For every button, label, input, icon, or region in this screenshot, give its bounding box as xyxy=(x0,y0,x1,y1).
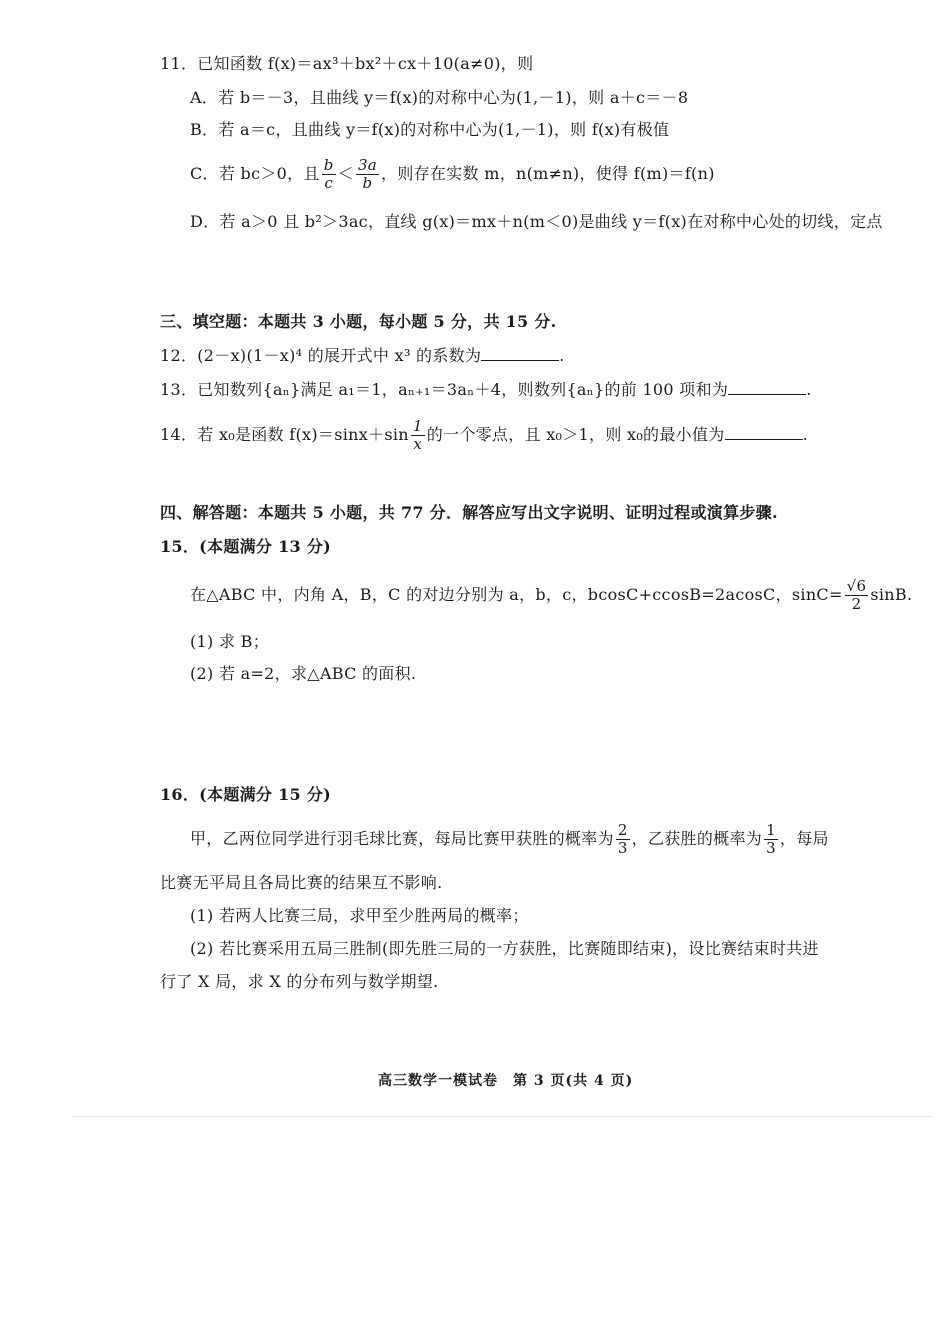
q16-part2-line2: 行了 X 局，求 X 的分布列与数学期望. xyxy=(160,972,439,991)
answer-blank xyxy=(481,346,559,361)
section4-heading: 四、解答题：本题共 5 小题，共 77 分．解答应写出文字说明、证明过程或演算步骤. xyxy=(160,503,778,522)
page-divider xyxy=(72,1116,932,1117)
q14: 14．若 x₀是函数 f(x)＝sinx＋sin $\frac{1}{x}$ 的一个零点，且 x₀＞1，则 x₀的最小值为 . xyxy=(160,417,808,453)
q11-stem: 11．已知函数 f(x)＝ax³＋bx²＋cx＋10(a≠0)，则 xyxy=(160,54,534,73)
q16-title: 16．(本题满分 15 分) xyxy=(160,785,332,804)
q15-title: 15．(本题满分 13 分) xyxy=(160,537,332,556)
q16-part2-line1: (2) 若比赛采用五局三胜制(即先胜三局的一方获胜，比赛随即结束)，设比赛结束时共进 xyxy=(190,939,819,958)
fraction-1-over-3: $\frac{1}{3}$ xyxy=(766,821,776,857)
q15-part1: (1) 求 B； xyxy=(190,632,269,651)
q11-option-b: B．若 a＝c，且曲线 y＝f(x)的对称中心为(1,－1)，则 f(x)有极值 xyxy=(190,120,670,139)
answer-blank xyxy=(725,425,803,440)
fraction-3a-over-b: $\frac{3a}{b}$ xyxy=(357,156,378,192)
q11-option-d: D．若 a＞0 且 b²＞3ac，直线 g(x)＝mx＋n(m＜0)是曲线 y＝f(x)在对称中心处的切线，定点 xyxy=(190,212,883,231)
answer-blank xyxy=(728,380,806,395)
page-footer: 高三数学一模试卷 第 3 页(共 4 页) xyxy=(378,1073,634,1089)
q15-body: 在△ABC 中，内角 A，B，C 的对边分别为 a，b，c，bcosC+ccosB=2acosC，sinC= $\frac{√6}{2}$ sinB. xyxy=(190,577,913,613)
q15-part2: (2) 若 a=2，求△ABC 的面积. xyxy=(190,664,417,683)
fraction-2-over-3: $\frac{2}{3}$ xyxy=(617,821,628,857)
q12: 12．(2－x)(1－x)⁴ 的展开式中 x³ 的系数为 . xyxy=(160,346,565,365)
q16-body-cont: 比赛无平局且各局比赛的结果互不影响. xyxy=(160,873,443,892)
q16-body: 甲，乙两位同学进行羽毛球比赛，每局比赛甲获胜的概率为 $\frac{2}{3}$ ，乙获胜的概率为 $\frac{1}{3}$ ，每局 xyxy=(190,821,829,857)
fraction-1-over-x: $\frac{1}{x}$ xyxy=(412,417,423,453)
q13: 13．已知数列{aₙ}满足 a₁＝1，aₙ₊₁＝3aₙ＋4，则数列{aₙ}的前 100 项和为 . xyxy=(160,380,812,399)
q11-option-a: A．若 b＝－3，且曲线 y＝f(x)的对称中心为(1,－1)，则 a＋c＝－8 xyxy=(190,88,689,107)
fraction-b-over-c: $\frac{b}{c}$ xyxy=(323,156,334,192)
q16-part1: (1) 若两人比赛三局，求甲至少胜两局的概率； xyxy=(190,906,529,925)
section3-heading: 三、填空题：本题共 3 小题，每小题 5 分，共 15 分. xyxy=(160,312,557,331)
q11-option-c: C．若 bc＞0，且 $\frac{b}{c}$ ＜ $\frac{3a}{b}$ ，则存在实数 m，n(m≠n)，使得 f(m)＝f(n) xyxy=(190,156,715,192)
fraction-sqrt6-over-2: $\frac{√6}{2}$ xyxy=(846,577,867,613)
